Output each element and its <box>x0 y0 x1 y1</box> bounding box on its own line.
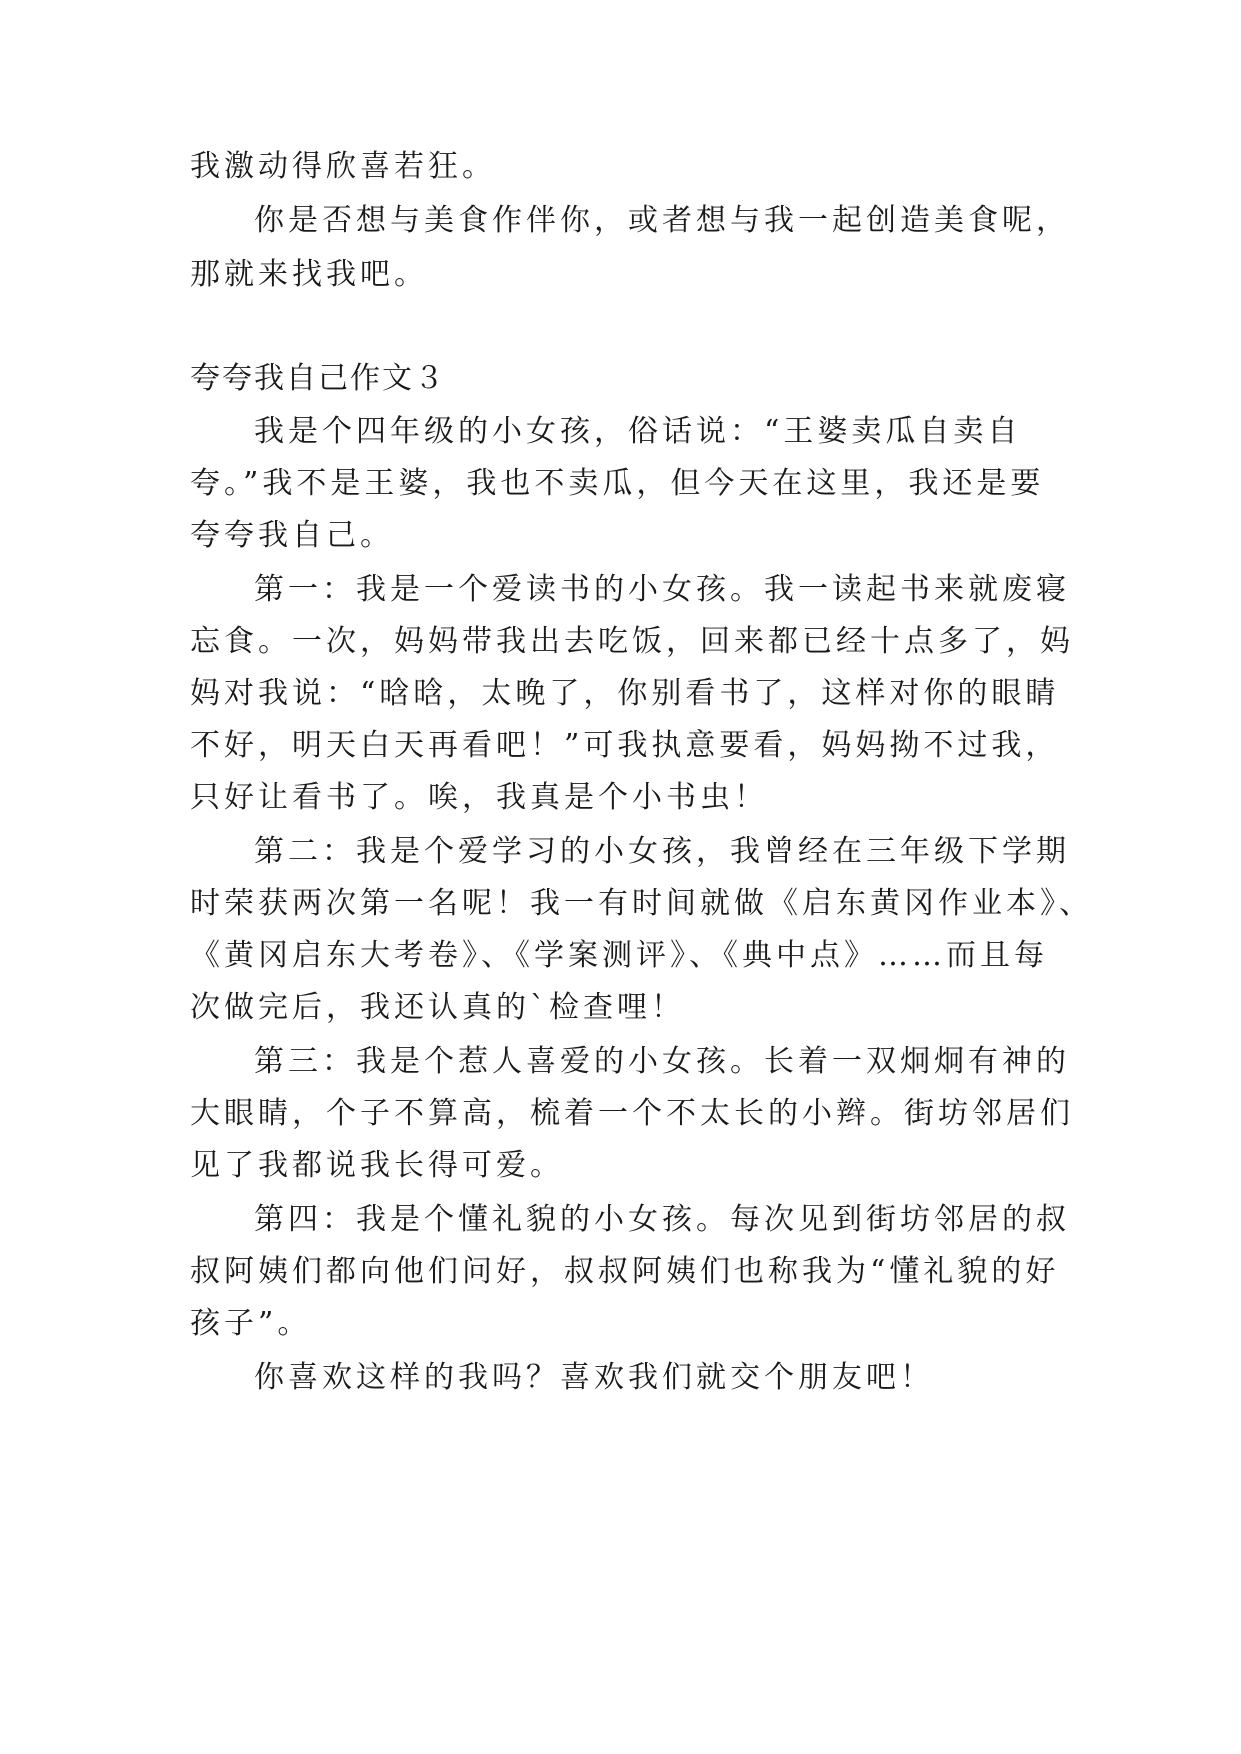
paragraph-line: 时荣获两次第一名呢！我一有时间就做《启东黄冈作业本》、 <box>190 886 1093 921</box>
paragraph-line: 第三：我是个惹人喜爱的小女孩。长着一双炯炯有神的 <box>254 1044 1070 1079</box>
paragraph-line: 我激动得欣喜若狂。 <box>190 149 496 184</box>
paragraph-line: 你是否想与美食作伴你，或者想与我一起创造美食呢， <box>254 203 1070 238</box>
paragraph-line: 妈对我说：“晗晗，太晚了，你别看书了，这样对你的眼睛 <box>190 676 1060 711</box>
paragraph-line: 《黄冈启东大考卷》、《学案测评》、《典中点》……而且每 <box>190 938 1048 973</box>
paragraph-line: 我是个四年级的小女孩，俗话说：“王婆卖瓜自卖自 <box>254 414 1022 449</box>
paragraph-line: 第一：我是一个爱读书的小女孩。我一读起书来就废寝 <box>254 572 1070 607</box>
paragraph-line: 叔阿姨们都向他们问好，叔叔阿姨们也称我为“懂礼貌的好 <box>190 1254 1060 1289</box>
paragraph-line: 夸。”我不是王婆，我也不卖瓜，但今天在这里，我还是要 <box>190 466 1045 501</box>
paragraph-line: 忘食。一次，妈妈带我出去吃饭，回来都已经十点多了，妈 <box>190 624 1074 659</box>
paragraph-line: 大眼睛，个子不算高，梳着一个不太长的小辫。街坊邻居们 <box>190 1096 1074 1131</box>
paragraph-line: 次做完后，我还认真的`检查哩！ <box>190 990 685 1025</box>
paragraph-line: 那就来找我吧。 <box>190 257 428 292</box>
paragraph-line: 第四：我是个懂礼貌的小女孩。每次见到街坊邻居的叔 <box>254 1202 1070 1237</box>
paragraph-line: 你喜欢这样的我吗？喜欢我们就交个朋友吧！ <box>254 1360 934 1395</box>
paragraph-line: 第二：我是个爱学习的小女孩，我曾经在三年级下学期 <box>254 834 1070 869</box>
paragraph-line: 见了我都说我长得可爱。 <box>190 1148 564 1183</box>
paragraph-line: 孩子”。 <box>190 1306 312 1341</box>
paragraph-line: 只好让看书了。唉，我真是个小书虫！ <box>190 780 768 815</box>
essay-title: 夸夸我自己作文３ <box>190 361 446 396</box>
paragraph-line: 夸夸我自己。 <box>190 518 394 553</box>
paragraph-line: 不好，明天白天再看吧！”可我执意要看，妈妈拗不过我， <box>190 728 1060 763</box>
